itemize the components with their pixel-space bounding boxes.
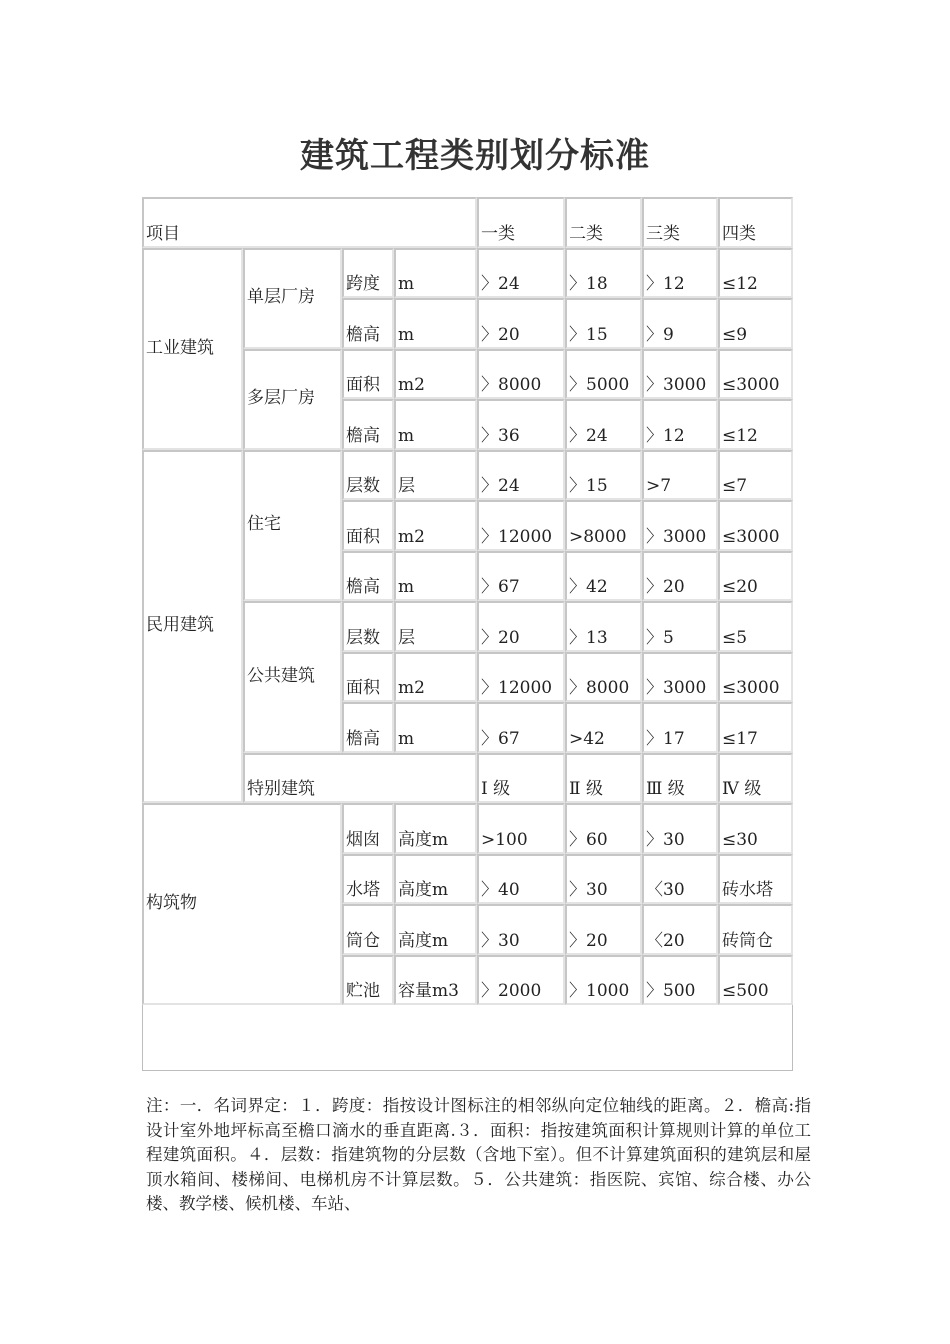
cell-class-3: Ⅲ 级 <box>642 753 718 804</box>
row-unit: m <box>394 551 477 602</box>
cell-class-1: Ⅰ 级 <box>477 753 565 804</box>
cell-class-4: ≤9 <box>718 298 793 349</box>
cell-class-2: >8000 <box>565 500 642 551</box>
cell-class-3: 〉3000 <box>642 500 718 551</box>
cell-class-2: 〉24 <box>565 399 642 450</box>
cell-class-4: ≤17 <box>718 702 793 753</box>
cell-class-1: >100 <box>477 803 565 854</box>
cell-class-4: ≤12 <box>718 248 793 299</box>
header-class-4: 四类 <box>718 197 793 248</box>
row-name: 檐高 <box>342 399 394 450</box>
group-label: 构筑物 <box>142 803 342 1005</box>
cell-class-3: 〈30 <box>642 854 718 905</box>
cell-class-3: 〉20 <box>642 551 718 602</box>
classification-table <box>142 197 793 1005</box>
cell-class-2: 〉15 <box>565 298 642 349</box>
row-name: 面积 <box>342 652 394 703</box>
subgroup-label: 住宅 <box>243 450 342 602</box>
row-name: 檐高 <box>342 551 394 602</box>
cell-class-2: 〉18 <box>565 248 642 299</box>
table-row <box>142 450 793 501</box>
cell-class-2: 〉30 <box>565 854 642 905</box>
group-label: 工业建筑 <box>142 248 243 450</box>
cell-class-4: ≤3000 <box>718 500 793 551</box>
row-unit: m <box>394 702 477 753</box>
subgroup-label: 公共建筑 <box>243 601 342 753</box>
cell-class-2: 〉42 <box>565 551 642 602</box>
page-title: 建筑工程类别划分标准 <box>300 136 650 176</box>
cell-class-2: 〉20 <box>565 904 642 955</box>
cell-class-1: 〉8000 <box>477 349 565 400</box>
row-name: 筒仓 <box>342 904 394 955</box>
row-unit: m <box>394 298 477 349</box>
cell-class-2: >42 <box>565 702 642 753</box>
cell-class-4: ≤30 <box>718 803 793 854</box>
cell-class-1: 〉24 <box>477 450 565 501</box>
special-label: 特别建筑 <box>243 753 477 804</box>
row-name: 层数 <box>342 601 394 652</box>
cell-class-3: 〉17 <box>642 702 718 753</box>
cell-class-4: ≤5 <box>718 601 793 652</box>
cell-class-3: 〉5 <box>642 601 718 652</box>
cell-class-4: Ⅳ 级 <box>718 753 793 804</box>
cell-class-1: 〉20 <box>477 298 565 349</box>
cell-class-1: 〉36 <box>477 399 565 450</box>
cell-class-1: 〉12000 <box>477 500 565 551</box>
row-unit: 高度m <box>394 803 477 854</box>
cell-class-2: 〉5000 <box>565 349 642 400</box>
row-name: 层数 <box>342 450 394 501</box>
group-label: 民用建筑 <box>142 450 243 804</box>
cell-class-3: 〉500 <box>642 955 718 1006</box>
cell-class-1: 〉40 <box>477 854 565 905</box>
cell-class-4: ≤3000 <box>718 349 793 400</box>
cell-class-2: Ⅱ 级 <box>565 753 642 804</box>
cell-class-1: 〉67 <box>477 551 565 602</box>
cell-class-1: 〉2000 <box>477 955 565 1006</box>
row-unit: 高度m <box>394 904 477 955</box>
cell-class-1: 〉20 <box>477 601 565 652</box>
cell-class-1: 〉67 <box>477 702 565 753</box>
row-unit: m2 <box>394 500 477 551</box>
row-name: 面积 <box>342 500 394 551</box>
cell-class-4: ≤3000 <box>718 652 793 703</box>
row-unit: m <box>394 248 477 299</box>
cell-class-3: 〉30 <box>642 803 718 854</box>
cell-class-3: >7 <box>642 450 718 501</box>
row-unit: 容量m3 <box>394 955 477 1006</box>
cell-class-2: 〉8000 <box>565 652 642 703</box>
cell-class-4: ≤7 <box>718 450 793 501</box>
cell-class-2: 〉60 <box>565 803 642 854</box>
row-unit: m2 <box>394 652 477 703</box>
table-row <box>142 803 793 854</box>
cell-class-3: 〉12 <box>642 399 718 450</box>
header-item: 项目 <box>142 197 477 248</box>
cell-class-3: 〉12 <box>642 248 718 299</box>
row-name: 烟囱 <box>342 803 394 854</box>
table-header-row <box>142 197 793 248</box>
row-name: 贮池 <box>342 955 394 1006</box>
cell-class-3: 〉3000 <box>642 652 718 703</box>
cell-class-1: 〉30 <box>477 904 565 955</box>
row-unit: 高度m <box>394 854 477 905</box>
cell-class-3: 〈20 <box>642 904 718 955</box>
header-class-1: 一类 <box>477 197 565 248</box>
header-class-2: 二类 <box>565 197 642 248</box>
row-unit: m2 <box>394 349 477 400</box>
header-class-3: 三类 <box>642 197 718 248</box>
cell-class-3: 〉9 <box>642 298 718 349</box>
row-name: 檐高 <box>342 702 394 753</box>
row-name: 水塔 <box>342 854 394 905</box>
cell-class-2: 〉1000 <box>565 955 642 1006</box>
cell-class-2: 〉15 <box>565 450 642 501</box>
row-name: 檐高 <box>342 298 394 349</box>
table-row <box>142 248 793 299</box>
cell-class-2: 〉13 <box>565 601 642 652</box>
row-unit: 层 <box>394 601 477 652</box>
row-unit: 层 <box>394 450 477 501</box>
cell-class-4: ≤12 <box>718 399 793 450</box>
cell-class-4: ≤20 <box>718 551 793 602</box>
cell-class-3: 〉3000 <box>642 349 718 400</box>
cell-class-1: 〉12000 <box>477 652 565 703</box>
cell-class-4: 砖水塔 <box>718 854 793 905</box>
row-name: 跨度 <box>342 248 394 299</box>
subgroup-label: 多层厂房 <box>243 349 342 450</box>
row-unit: m <box>394 399 477 450</box>
subgroup-label: 单层厂房 <box>243 248 342 349</box>
row-name: 面积 <box>342 349 394 400</box>
cell-class-1: 〉24 <box>477 248 565 299</box>
footnote-paragraph: 注：一．名词界定：１．跨度：指按设计图标注的相邻纵向定位轴线的距离。２．檐高:指设计室外地坪标高至檐口滴水的垂直距离.３．面积：指按建筑面积计算规则计算的单位工程建筑面积。４．层数：指建筑物的分层数（含地下室）。但不计算建筑面积的建筑层和屋顶水箱间、楼梯间、电梯机房不计算层数。５．公共建筑：指医院、宾馆、综合楼、办公楼、教学楼、候机楼、车站、 <box>146 1096 811 1213</box>
cell-class-4: ≤500 <box>718 955 793 1006</box>
cell-class-4: 砖筒仓 <box>718 904 793 955</box>
